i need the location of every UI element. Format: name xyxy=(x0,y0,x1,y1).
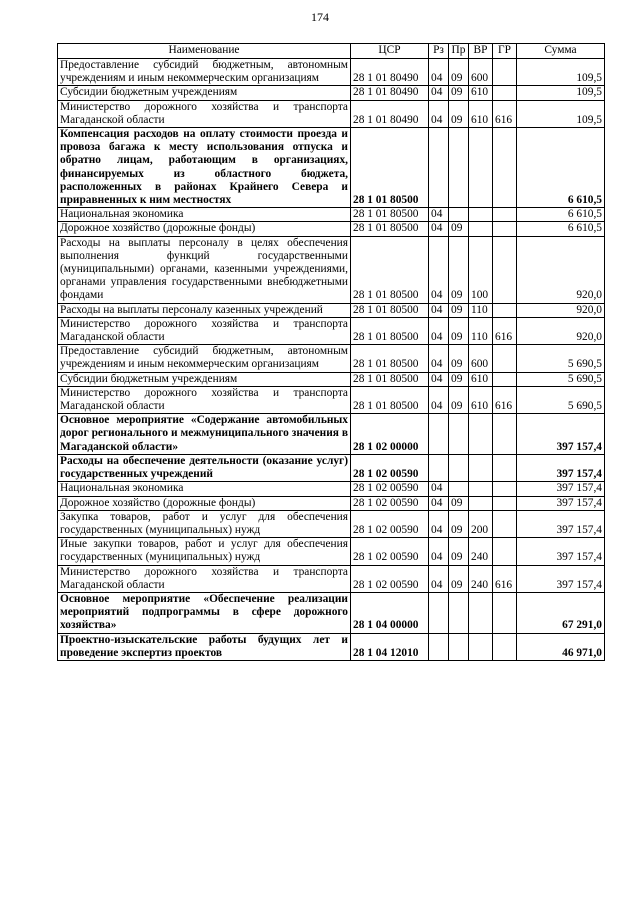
cell-gr: 616 xyxy=(493,317,517,344)
cell-rz: 04 xyxy=(429,345,449,372)
cell-pr xyxy=(449,633,469,660)
cell-csr: 28 1 02 00590 xyxy=(351,482,429,496)
cell-sum: 920,0 xyxy=(517,317,605,344)
cell-rz xyxy=(429,128,449,208)
table-row xyxy=(58,208,605,222)
cell-vr: 600 xyxy=(469,345,493,372)
cell-gr: 616 xyxy=(493,565,517,592)
cell-vr xyxy=(469,633,493,660)
table-row xyxy=(58,496,605,510)
cell-vr xyxy=(469,496,493,510)
table-row xyxy=(58,100,605,127)
cell-gr xyxy=(493,208,517,222)
cell-gr: 616 xyxy=(493,386,517,413)
cell-rz: 04 xyxy=(429,86,449,100)
cell-gr xyxy=(493,128,517,208)
cell-vr: 240 xyxy=(469,565,493,592)
header-pr: Пр xyxy=(449,44,469,59)
cell-name: Закупка товаров, работ и услуг для обеспечения государственных (муниципальных) нужд xyxy=(58,510,351,537)
cell-csr: 28 1 04 00000 xyxy=(351,592,429,633)
table-row xyxy=(58,565,605,592)
cell-csr: 28 1 01 80490 xyxy=(351,86,429,100)
cell-name: Основное мероприятие «Содержание автомобильных дорог регионального и межмуниципального значения в Магаданской области» xyxy=(58,414,351,455)
header-rz: Рз xyxy=(429,44,449,59)
cell-csr: 28 1 01 80500 xyxy=(351,303,429,317)
cell-rz: 04 xyxy=(429,59,449,86)
cell-name: Субсидии бюджетным учреждениям xyxy=(58,86,351,100)
cell-gr xyxy=(493,236,517,303)
cell-csr: 28 1 01 80490 xyxy=(351,100,429,127)
cell-rz xyxy=(429,414,449,455)
cell-name: Проектно-изыскательские работы будущих лет и проведение экспертиз проектов xyxy=(58,633,351,660)
cell-gr xyxy=(493,86,517,100)
cell-pr xyxy=(449,414,469,455)
cell-name: Предоставление субсидий бюджетным, автономным учреждениям и иным некоммерческим организациям xyxy=(58,345,351,372)
cell-sum: 397 157,4 xyxy=(517,454,605,481)
table-row xyxy=(58,386,605,413)
cell-pr: 09 xyxy=(449,59,469,86)
table-row xyxy=(58,414,605,455)
cell-pr: 09 xyxy=(449,345,469,372)
cell-vr: 610 xyxy=(469,100,493,127)
cell-gr xyxy=(493,222,517,236)
cell-name: Расходы на выплаты персоналу казенных учреждений xyxy=(58,303,351,317)
cell-rz: 04 xyxy=(429,236,449,303)
table-row xyxy=(58,510,605,537)
cell-csr: 28 1 02 00590 xyxy=(351,538,429,565)
cell-sum: 397 157,4 xyxy=(517,496,605,510)
cell-sum: 397 157,4 xyxy=(517,510,605,537)
cell-vr: 200 xyxy=(469,510,493,537)
cell-name: Расходы на обеспечение деятельности (оказание услуг) государственных учреждений xyxy=(58,454,351,481)
header-sum: Сумма xyxy=(517,44,605,59)
cell-vr: 600 xyxy=(469,59,493,86)
cell-vr xyxy=(469,128,493,208)
cell-gr xyxy=(493,414,517,455)
cell-csr: 28 1 02 00000 xyxy=(351,414,429,455)
cell-sum: 920,0 xyxy=(517,236,605,303)
table-row xyxy=(58,538,605,565)
cell-csr: 28 1 02 00590 xyxy=(351,496,429,510)
cell-pr: 09 xyxy=(449,303,469,317)
cell-pr: 09 xyxy=(449,510,469,537)
cell-name: Министерство дорожного хозяйства и транспорта Магаданской области xyxy=(58,317,351,344)
cell-pr: 09 xyxy=(449,236,469,303)
cell-csr: 28 1 01 80500 xyxy=(351,128,429,208)
cell-vr: 110 xyxy=(469,317,493,344)
cell-rz: 04 xyxy=(429,482,449,496)
cell-csr: 28 1 01 80500 xyxy=(351,372,429,386)
table-row xyxy=(58,236,605,303)
cell-vr xyxy=(469,208,493,222)
cell-vr xyxy=(469,482,493,496)
cell-name: Предоставление субсидий бюджетным, автономным учреждениям и иным некоммерческим организациям xyxy=(58,59,351,86)
cell-csr: 28 1 01 80500 xyxy=(351,236,429,303)
cell-name: Министерство дорожного хозяйства и транспорта Магаданской области xyxy=(58,565,351,592)
cell-pr: 09 xyxy=(449,496,469,510)
cell-rz: 04 xyxy=(429,222,449,236)
table-row xyxy=(58,633,605,660)
cell-name: Иные закупки товаров, работ и услуг для обеспечения государственных (муниципальных) нужд xyxy=(58,538,351,565)
cell-sum: 5 690,5 xyxy=(517,372,605,386)
cell-pr: 09 xyxy=(449,565,469,592)
table-row xyxy=(58,454,605,481)
cell-csr: 28 1 01 80500 xyxy=(351,208,429,222)
header-name: Наименование xyxy=(58,44,351,59)
cell-csr: 28 1 01 80500 xyxy=(351,222,429,236)
cell-csr: 28 1 01 80500 xyxy=(351,345,429,372)
cell-pr xyxy=(449,208,469,222)
cell-pr xyxy=(449,454,469,481)
table-row xyxy=(58,128,605,208)
cell-gr xyxy=(493,59,517,86)
cell-sum: 5 690,5 xyxy=(517,345,605,372)
cell-vr: 240 xyxy=(469,538,493,565)
cell-sum: 397 157,4 xyxy=(517,538,605,565)
cell-pr: 09 xyxy=(449,386,469,413)
cell-rz xyxy=(429,633,449,660)
cell-rz: 04 xyxy=(429,510,449,537)
cell-name: Министерство дорожного хозяйства и транспорта Магаданской области xyxy=(58,386,351,413)
cell-gr xyxy=(493,454,517,481)
table-row xyxy=(58,303,605,317)
cell-csr: 28 1 02 00590 xyxy=(351,454,429,481)
table-header-row xyxy=(58,44,605,59)
cell-pr: 09 xyxy=(449,222,469,236)
page-number: 174 xyxy=(311,10,329,24)
cell-rz: 04 xyxy=(429,208,449,222)
cell-sum: 397 157,4 xyxy=(517,482,605,496)
cell-rz: 04 xyxy=(429,317,449,344)
table-row xyxy=(58,86,605,100)
cell-csr: 28 1 02 00590 xyxy=(351,510,429,537)
cell-pr xyxy=(449,592,469,633)
table-row xyxy=(58,222,605,236)
header-vr: ВР xyxy=(469,44,493,59)
table-row xyxy=(58,317,605,344)
cell-rz: 04 xyxy=(429,372,449,386)
cell-csr: 28 1 01 80500 xyxy=(351,317,429,344)
cell-pr: 09 xyxy=(449,538,469,565)
cell-pr xyxy=(449,482,469,496)
cell-name: Национальная экономика xyxy=(58,482,351,496)
cell-vr: 610 xyxy=(469,386,493,413)
cell-gr xyxy=(493,482,517,496)
cell-gr xyxy=(493,372,517,386)
cell-sum: 109,5 xyxy=(517,59,605,86)
cell-sum: 6 610,5 xyxy=(517,222,605,236)
cell-csr: 28 1 04 12010 xyxy=(351,633,429,660)
cell-sum: 6 610,5 xyxy=(517,128,605,208)
cell-vr: 610 xyxy=(469,86,493,100)
cell-vr xyxy=(469,414,493,455)
cell-name: Дорожное хозяйство (дорожные фонды) xyxy=(58,222,351,236)
cell-rz xyxy=(429,454,449,481)
cell-csr: 28 1 01 80490 xyxy=(351,59,429,86)
cell-sum: 920,0 xyxy=(517,303,605,317)
budget-table xyxy=(57,43,605,661)
cell-sum: 46 971,0 xyxy=(517,633,605,660)
cell-sum: 109,5 xyxy=(517,100,605,127)
cell-sum: 67 291,0 xyxy=(517,592,605,633)
cell-vr xyxy=(469,454,493,481)
cell-pr: 09 xyxy=(449,86,469,100)
cell-name: Дорожное хозяйство (дорожные фонды) xyxy=(58,496,351,510)
cell-vr: 610 xyxy=(469,372,493,386)
table-row xyxy=(58,59,605,86)
cell-sum: 5 690,5 xyxy=(517,386,605,413)
cell-gr xyxy=(493,303,517,317)
cell-rz: 04 xyxy=(429,100,449,127)
cell-rz: 04 xyxy=(429,496,449,510)
cell-pr: 09 xyxy=(449,317,469,344)
cell-gr xyxy=(493,633,517,660)
cell-gr xyxy=(493,345,517,372)
cell-name: Компенсация расходов на оплату стоимости проезда и провоза багажа к месту использования отпуска и обратно лицам, работающим в организациях, финансируемых из областного бюджета, расположенных в районах Крайнего Севера и приравненных к ним местностях xyxy=(58,128,351,208)
cell-name: Основное мероприятие «Обеспечение реализации мероприятий подпрограммы в сфере дорожного хозяйства» xyxy=(58,592,351,633)
cell-csr: 28 1 02 00590 xyxy=(351,565,429,592)
cell-sum: 397 157,4 xyxy=(517,565,605,592)
cell-vr xyxy=(469,592,493,633)
cell-csr: 28 1 01 80500 xyxy=(351,386,429,413)
cell-pr: 09 xyxy=(449,100,469,127)
cell-vr: 110 xyxy=(469,303,493,317)
table-row xyxy=(58,482,605,496)
header-gr: ГР xyxy=(493,44,517,59)
cell-pr xyxy=(449,128,469,208)
cell-sum: 109,5 xyxy=(517,86,605,100)
cell-vr: 100 xyxy=(469,236,493,303)
cell-pr: 09 xyxy=(449,372,469,386)
cell-rz: 04 xyxy=(429,303,449,317)
cell-name: Субсидии бюджетным учреждениям xyxy=(58,372,351,386)
cell-name: Расходы на выплаты персоналу в целях обеспечения выполнения функций государственными (муниципальными) органами, казенными учреждениями, органами управления государственными внебюджетными фондами xyxy=(58,236,351,303)
table-row xyxy=(58,345,605,372)
cell-vr xyxy=(469,222,493,236)
header-csr: ЦСР xyxy=(351,44,429,59)
table-body xyxy=(58,59,605,661)
cell-gr xyxy=(493,510,517,537)
cell-rz: 04 xyxy=(429,386,449,413)
cell-sum: 397 157,4 xyxy=(517,414,605,455)
cell-gr: 616 xyxy=(493,100,517,127)
cell-rz: 04 xyxy=(429,538,449,565)
cell-name: Национальная экономика xyxy=(58,208,351,222)
cell-rz xyxy=(429,592,449,633)
cell-rz: 04 xyxy=(429,565,449,592)
cell-name: Министерство дорожного хозяйства и транспорта Магаданской области xyxy=(58,100,351,127)
cell-gr xyxy=(493,496,517,510)
table-row xyxy=(58,372,605,386)
cell-sum: 6 610,5 xyxy=(517,208,605,222)
cell-gr xyxy=(493,592,517,633)
table-row xyxy=(58,592,605,633)
cell-gr xyxy=(493,538,517,565)
